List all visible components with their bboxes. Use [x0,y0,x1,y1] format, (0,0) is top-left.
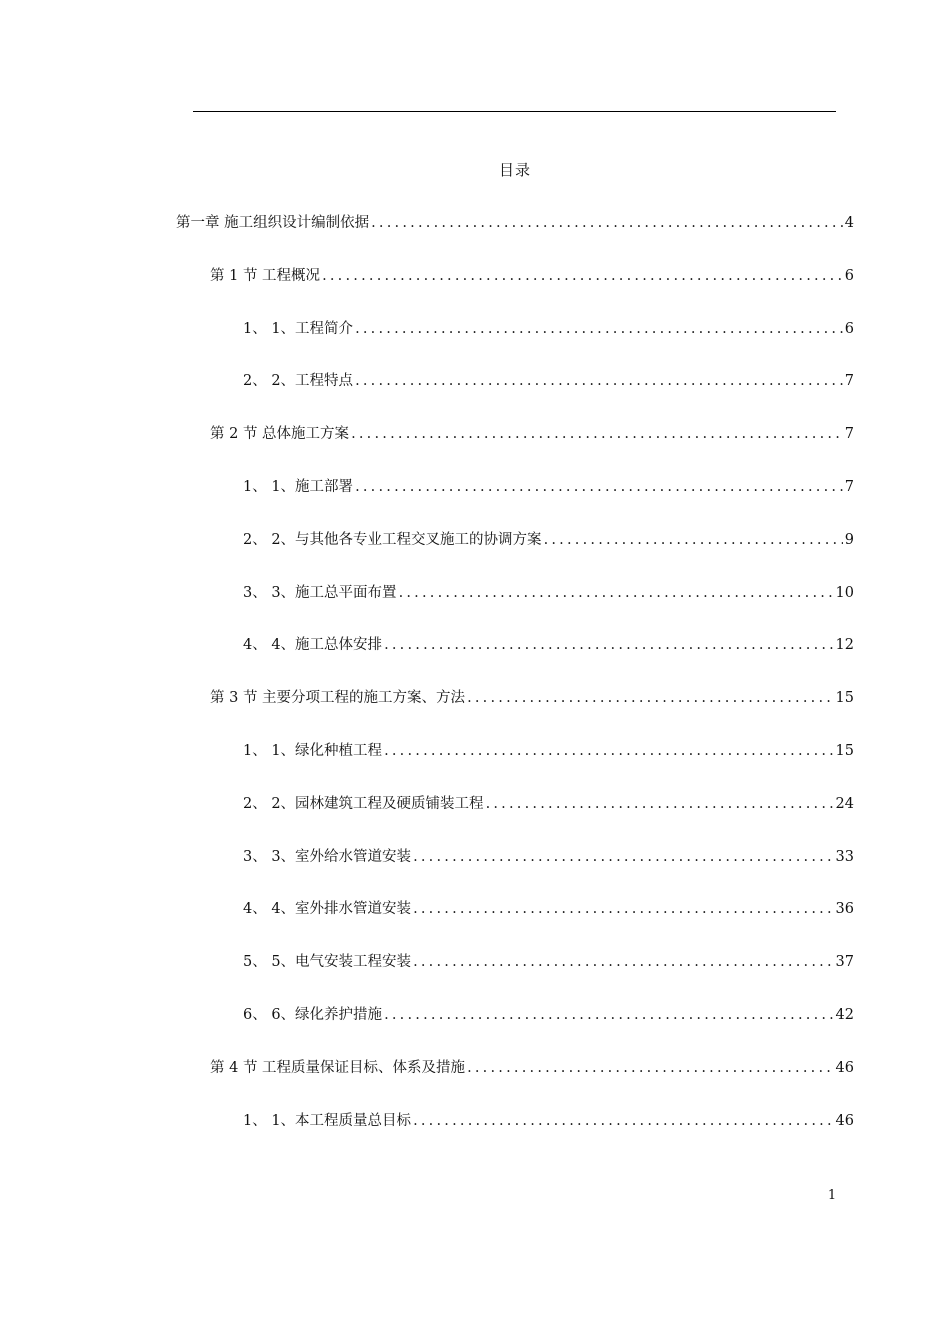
toc-entry-title: 1、 1、施工部署 [243,479,354,495]
toc-leader-dots [351,422,843,446]
toc-leader-dots [413,1109,833,1133]
toc-entry[interactable] [210,686,854,710]
toc-entry-page: 42 [835,1007,854,1023]
toc-entry[interactable] [243,897,854,921]
toc-entry[interactable] [243,581,854,605]
toc-entry-title: 2、 2、园林建筑工程及硬质铺装工程 [243,795,484,812]
toc-entry-page: 6 [844,267,854,284]
toc-entry[interactable] [243,845,854,869]
toc-entry-title: 5、 5、电气安装工程安装 [243,954,412,971]
toc-entry-title: 4、 4、室外排水管道安装 [243,901,412,918]
toc-entry-page: 7 [844,479,854,495]
toc-leader-dots [384,1003,833,1027]
toc-leader-dots [467,686,833,710]
toc-leader-dots [384,739,833,763]
toc-entry-page: 15 [835,743,854,759]
toc-entry[interactable] [243,317,854,341]
page-number: 1 [827,1188,837,1203]
toc-leader-dots [384,633,833,657]
toc-entry-title: 1、 1、工程简介 [243,320,354,337]
toc-entry[interactable] [210,422,854,446]
toc-entry[interactable] [243,475,854,499]
toc-entry-title: 第 3 节 主要分项工程的施工方案、方法 [210,690,466,707]
toc-leader-dots [413,950,833,974]
toc-entry[interactable] [210,1056,854,1080]
toc-leader-dots [467,1056,833,1080]
toc-entry[interactable] [243,528,854,552]
toc-entry[interactable] [243,739,854,763]
toc-entry[interactable] [176,211,854,235]
toc-entry[interactable] [210,264,854,288]
toc-entry-page: 24 [835,795,854,812]
toc-entry-page: 15 [835,690,854,707]
toc-title: 目录 [498,161,531,179]
toc-leader-dots [355,369,843,393]
toc-leader-dots [413,897,833,921]
toc-leader-dots [413,845,833,869]
toc-entry-page: 12 [835,637,854,654]
toc-entry-page: 9 [844,531,854,548]
toc-entry-title: 2、 2、与其他各专业工程交叉施工的协调方案 [243,531,542,548]
toc-entry-page: 7 [844,373,854,390]
toc-entry-page: 46 [835,1112,854,1129]
toc-entry-title: 1、 1、本工程质量总目标 [243,1112,412,1129]
toc-entry-title: 第 4 节 工程质量保证目标、体系及措施 [210,1059,466,1076]
toc-leader-dots [355,475,843,499]
toc-entry-title: 第 1 节 工程概况 [210,267,321,284]
toc-entry-page: 46 [835,1059,854,1076]
toc-entry[interactable] [243,1003,854,1027]
toc-leader-dots [544,528,843,552]
toc-entry-title: 4、 4、施工总体安排 [243,637,383,654]
toc-entry-page: 6 [844,320,854,337]
toc-entry[interactable] [243,369,854,393]
toc-entry[interactable] [243,792,854,816]
toc-leader-dots [399,581,834,605]
toc-entry[interactable] [243,1109,854,1133]
toc-entry[interactable] [243,950,854,974]
toc-entry-title: 第 2 节 总体施工方案 [210,426,350,443]
toc-leader-dots [486,792,834,816]
toc-entry-page: 36 [835,901,854,918]
toc-leader-dots [371,211,843,235]
toc-entry-page: 33 [835,848,854,865]
toc-leader-dots [355,317,843,341]
toc-entry-title: 第一章 施工组织设计编制依据 [176,215,370,231]
toc-entry-title: 3、 3、施工总平面布置 [243,584,397,601]
toc-entry-page: 37 [835,954,854,971]
toc-entry-page: 4 [844,215,854,231]
toc-entry-title: 6、 6、绿化养护措施 [243,1007,383,1023]
toc-entry-page: 7 [844,426,854,443]
toc-entry[interactable] [243,633,854,657]
toc-entry-title: 2、 2、工程特点 [243,373,354,390]
toc-entry-title: 3、 3、室外给水管道安装 [243,848,412,865]
toc-leader-dots [322,264,843,288]
toc-entry-title: 1、 1、绿化种植工程 [243,743,383,759]
toc-entry-page: 10 [835,584,854,601]
